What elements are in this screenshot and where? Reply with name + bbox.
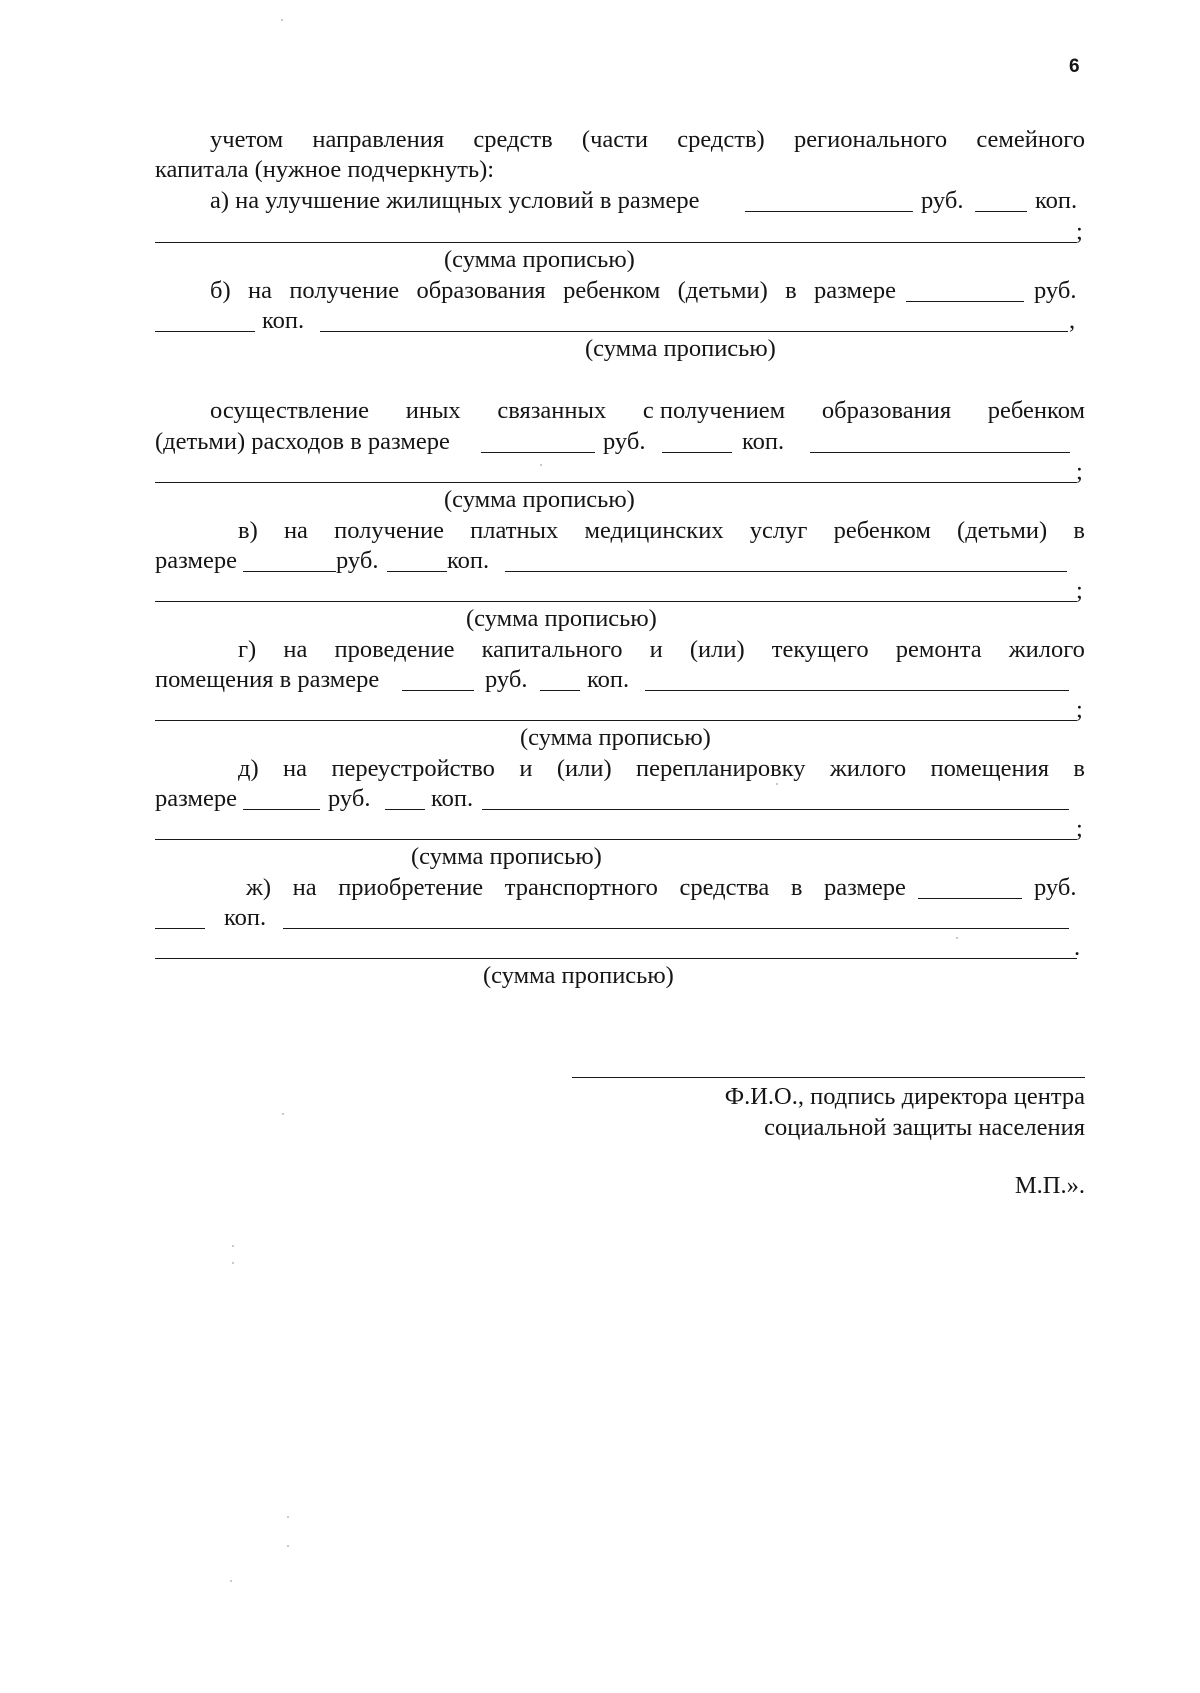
- item-d-word: перепланировку: [636, 755, 806, 782]
- item-g-caption: (сумма прописью): [520, 724, 711, 751]
- item-g-word: проведение: [334, 636, 455, 663]
- signature-line: [572, 1077, 1085, 1078]
- item-v-kop-blank: [387, 571, 447, 572]
- stamp-place: М.П.».: [1014, 1172, 1085, 1199]
- scan-speck: [956, 937, 958, 939]
- item-v-rub-label: руб.: [336, 547, 379, 574]
- item-zh-word: средства: [679, 874, 770, 901]
- intro-word: направления: [312, 126, 445, 153]
- scan-speck: [282, 1113, 284, 1115]
- other-caption: (сумма прописью): [444, 486, 635, 513]
- item-v-word: получение: [334, 517, 444, 544]
- other-amount-words-blank: [155, 482, 1077, 483]
- other-word: осуществление: [210, 397, 370, 424]
- item-v-semicolon: ;: [1076, 577, 1083, 604]
- page-number: 6: [1069, 56, 1080, 77]
- item-zh-word: на: [292, 874, 317, 901]
- item-zh-caption: (сумма прописью): [483, 962, 674, 989]
- other-word: связанных: [497, 397, 607, 424]
- item-b-rub-label: руб.: [1034, 277, 1077, 304]
- item-d-semicolon: ;: [1076, 815, 1083, 842]
- item-a-caption: (сумма прописью): [444, 246, 635, 273]
- item-d-rub-blank: [243, 809, 320, 810]
- signature-caption-2: социальной защиты населения: [764, 1114, 1085, 1141]
- item-a-rub-blank: [745, 211, 913, 212]
- item-a-kop-blank: [975, 211, 1027, 212]
- item-b-word: б): [210, 277, 231, 304]
- item-g-word: текущего: [771, 636, 869, 663]
- item-b-word: размере: [814, 277, 896, 304]
- item-v-word: услуг: [749, 517, 808, 544]
- item-b-kop-blank: [155, 331, 255, 332]
- item-b-rub-blank: [906, 301, 1024, 302]
- intro-word: семейного: [976, 126, 1085, 153]
- item-a-text: а) на улучшение жилищных условий в размере: [210, 187, 700, 214]
- item-g-semicolon: ;: [1076, 696, 1083, 723]
- item-v-line-2-start: размере: [155, 547, 237, 574]
- item-v-amount-words-blank: [155, 601, 1077, 602]
- item-zh-period: .: [1074, 934, 1081, 961]
- item-v-word: в: [1073, 517, 1085, 544]
- item-v-rub-blank: [243, 571, 336, 572]
- item-zh-rub-label: руб.: [1034, 874, 1077, 901]
- intro-line-2: капитала (нужное подчеркнуть):: [155, 156, 495, 183]
- item-g-word: г): [238, 636, 257, 663]
- item-g-word: капитального: [481, 636, 623, 663]
- item-g-word: (или): [689, 636, 745, 663]
- item-g-line-1: [238, 635, 1085, 665]
- item-b-word: на: [247, 277, 272, 304]
- item-b-word: ребенком: [563, 277, 661, 304]
- item-b-caption: (сумма прописью): [585, 335, 776, 362]
- intro-word: учетом: [210, 126, 284, 153]
- other-expenses-line-2: (детьми) расходов в размере: [155, 428, 450, 455]
- item-v-word: ребенком: [833, 517, 931, 544]
- item-zh-words-blank-1: [283, 928, 1069, 929]
- item-a-kop-label: коп.: [1035, 187, 1078, 214]
- other-word: образования: [821, 397, 952, 424]
- item-g-amount-words-blank: [155, 720, 1077, 721]
- item-zh-kop-label: коп.: [224, 904, 267, 931]
- intro-word: средств): [677, 126, 765, 153]
- other-rub-label: руб.: [603, 428, 646, 455]
- item-g-rub-blank: [402, 690, 474, 691]
- item-d-word: помещения: [930, 755, 1050, 782]
- item-zh-word: в: [790, 874, 803, 901]
- item-b-word: получение: [289, 277, 400, 304]
- item-d-word: (или): [556, 755, 612, 782]
- item-b-word: (детьми): [677, 277, 768, 304]
- item-d-kop-label: коп.: [431, 785, 474, 812]
- scan-speck: [232, 1262, 234, 1264]
- scan-speck: [232, 1245, 234, 1247]
- item-v-line-1: [238, 516, 1085, 546]
- item-g-word: на: [283, 636, 308, 663]
- scan-speck: [281, 19, 283, 21]
- item-d-word: переустройство: [331, 755, 495, 782]
- scan-speck: [540, 464, 542, 466]
- item-d-word: и: [519, 755, 533, 782]
- item-d-amount-words-blank: [155, 839, 1077, 840]
- item-zh-amount-words-blank: [155, 958, 1077, 959]
- scan-speck: [287, 1516, 289, 1518]
- item-g-kop-label: коп.: [587, 666, 630, 693]
- item-zh-word: размере: [823, 874, 906, 901]
- item-v-word: (детьми): [957, 517, 1048, 544]
- item-g-word: жилого: [1008, 636, 1085, 663]
- item-v-kop-label: коп.: [447, 547, 490, 574]
- other-word: с получением: [642, 397, 786, 424]
- other-semicolon: ;: [1076, 458, 1083, 485]
- other-word: ребенком: [987, 397, 1085, 424]
- scan-speck: [230, 1580, 232, 1582]
- item-g-word: ремонта: [895, 636, 982, 663]
- other-rub-blank: [481, 452, 595, 453]
- item-d-rub-label: руб.: [328, 785, 371, 812]
- item-d-caption: (сумма прописью): [411, 843, 602, 870]
- item-g-rub-label: руб.: [485, 666, 528, 693]
- item-v-word: на: [283, 517, 308, 544]
- intro-word: (части: [581, 126, 648, 153]
- item-a-semicolon: ;: [1076, 218, 1083, 245]
- item-zh-kop-blank: [155, 928, 205, 929]
- other-kop-label: коп.: [742, 428, 785, 455]
- item-d-words-blank-1: [482, 809, 1069, 810]
- other-words-blank-1: [810, 452, 1070, 453]
- item-b-line-1: [210, 276, 896, 306]
- item-zh-word: транспортного: [504, 874, 658, 901]
- item-b-amount-words-blank: [320, 331, 1068, 332]
- intro-word: средств: [473, 126, 553, 153]
- item-d-kop-blank: [385, 809, 425, 810]
- item-b-kop-label: коп.: [262, 307, 305, 334]
- item-v-words-blank-1: [505, 571, 1067, 572]
- signature-caption-1: Ф.И.О., подпись директора центра: [724, 1083, 1085, 1110]
- item-d-word: жилого: [829, 755, 907, 782]
- item-g-word: и: [649, 636, 663, 663]
- other-expenses-line-1: [210, 396, 1085, 426]
- item-zh-word: ж): [246, 874, 272, 901]
- scan-speck: [776, 783, 778, 785]
- item-d-word: на: [283, 755, 308, 782]
- item-zh-line-1: [246, 873, 906, 903]
- item-zh-word: приобретение: [338, 874, 484, 901]
- other-word: иных: [405, 397, 461, 424]
- scan-speck: [287, 1545, 289, 1547]
- item-d-word: в: [1073, 755, 1085, 782]
- item-v-caption: (сумма прописью): [466, 605, 657, 632]
- intro-line-1: [210, 125, 1085, 155]
- item-g-words-blank-1: [645, 690, 1069, 691]
- item-a-amount-words-blank: [155, 242, 1077, 243]
- item-g-kop-blank: [540, 690, 580, 691]
- item-b-word: образования: [416, 277, 546, 304]
- item-g-line-2: помещения в размере: [155, 666, 380, 693]
- item-d-line-1: [238, 754, 1085, 784]
- item-d-line-2: размере: [155, 785, 237, 812]
- other-kop-blank: [662, 452, 732, 453]
- item-b-comma: ,: [1069, 307, 1076, 334]
- item-v-word: медицинских: [584, 517, 724, 544]
- item-a-rub-label: руб.: [921, 187, 964, 214]
- intro-word: регионального: [793, 126, 948, 153]
- item-zh-rub-blank: [918, 898, 1022, 899]
- item-d-word: д): [238, 755, 259, 782]
- item-b-word: в: [785, 277, 797, 304]
- item-v-word: в): [238, 517, 258, 544]
- item-v-word: платных: [470, 517, 559, 544]
